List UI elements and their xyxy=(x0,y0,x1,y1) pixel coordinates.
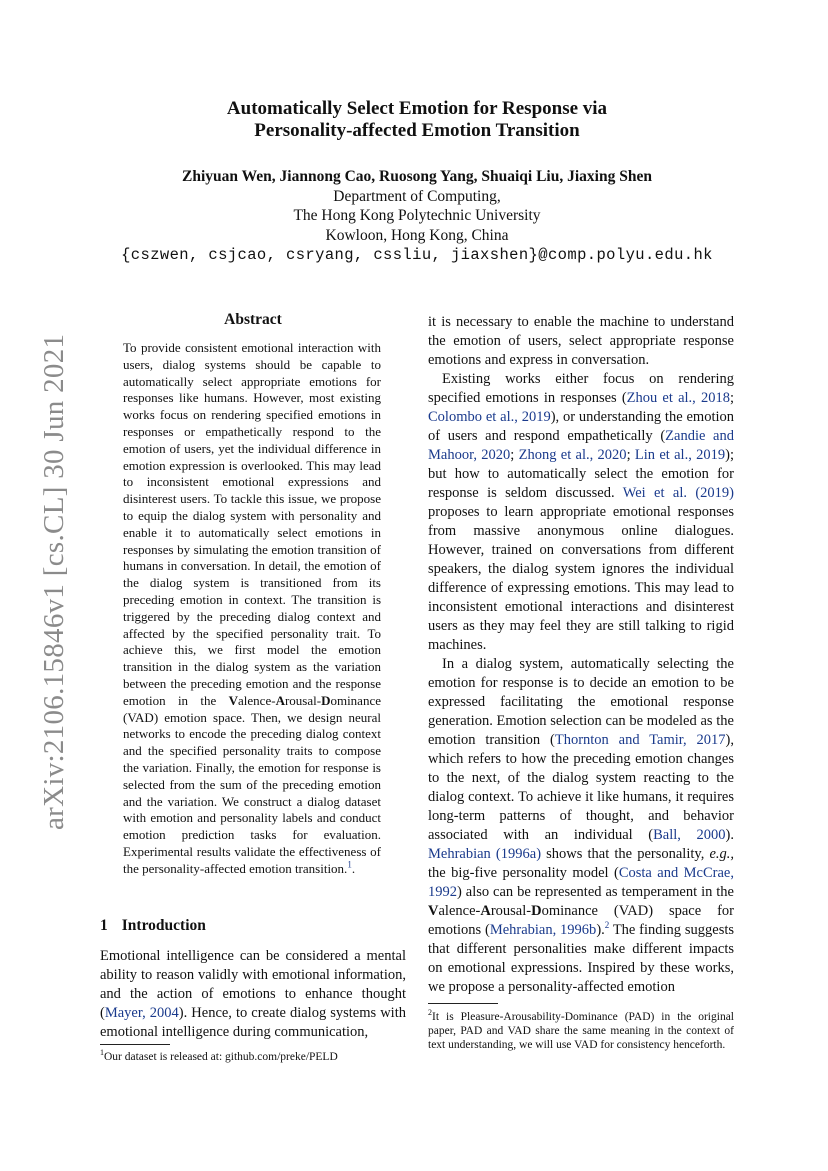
footnote-rule xyxy=(100,1044,170,1045)
citation-zandie[interactable]: Zandie and Mahoor, 2020 xyxy=(428,428,734,463)
text: In a dialog system, automatically selecting the emotion for response is to decide an emotion to be expressed facilitating the emotional response generation. Emotion selection can be modeled as the emotion transition ( xyxy=(428,656,734,748)
footnote-2-text: It is Pleasure-Arousability-Dominance (PAD) in the original paper, PAD and VAD share the same meaning in the context of text understanding, we will use VAD for consistency henceforth. xyxy=(428,1011,734,1051)
vad-d: D xyxy=(531,903,542,919)
intro-text-2: ). Hence, to create dialog systems with emotional intelligence during communication, xyxy=(100,1005,406,1040)
text: ; xyxy=(626,447,635,463)
citation-mehrabian-b[interactable]: Mehrabian, 1996b xyxy=(489,922,597,938)
right-paragraph-1: it is necessary to enable the machine to understand the emotion of users, select appropriate response emotions and express in conversation. xyxy=(428,314,734,368)
vad-ominance: ominance xyxy=(541,903,598,919)
footnote-2-mark[interactable]: 2 xyxy=(604,920,610,931)
vad-a: A xyxy=(480,903,491,919)
abstract-text-1: To provide consistent emotional interaction with users, dialog systems should be capable to automatically select appropriate emotions for responses like humans. However, most existing works focus on rendering specified emotions in responses or empathetically respond to the emotion of users, yet the individual difference in emotion expression is overlooked. This may lead to inconsistent emotional expressions and disinterest users. To tackle this issue, we propose to equip the dialog system with personality and enable it to automatically select emotions in responses by simulating the emotion transition of humans in conversation. In detail, the emotion of the dialog system is transitioned from its preceding emotion in context. The transition is triggered by the preceding dialog context and affected by the specified personality trait. To achieve this, we first model the emotion transition in the dialog system as the variation between the preceding emotion and the response emotion in the xyxy=(123,340,381,708)
vad-rousal: rousal- xyxy=(284,692,322,708)
affiliation-location: Kowloon, Hong Kong, China xyxy=(325,227,509,244)
paper-title xyxy=(120,98,714,142)
citation-mayer[interactable]: Mayer, 2004 xyxy=(104,1005,179,1021)
section-heading-introduction xyxy=(100,917,220,935)
vad-v: V xyxy=(228,692,239,708)
footnote-rule xyxy=(428,1003,498,1004)
footnote-2 xyxy=(428,1010,734,1052)
text: (VAD) space for emotions ( xyxy=(428,903,734,938)
vad-a: A xyxy=(275,692,285,708)
intro-paragraph xyxy=(100,947,406,1042)
abstract-text-2: (VAD) emotion space. Then, we design neural networks to encode the preceding dialog context and the specified personality traits to compose the variation. Finally, the emotion for response is selected from the sum of the preceding emotion and the variation. We construct a dialog dataset with emotion and personality labels and conduct emotion prediction tasks for evaluation. Experimental results validate the effectiveness of the personality-affected emotion transition. xyxy=(123,709,381,876)
footnote-2-number: 2 xyxy=(428,1008,432,1018)
footnote-1 xyxy=(100,1050,406,1064)
vad-alence: alence- xyxy=(238,692,276,708)
citation-wei[interactable]: Wei et al. (2019) xyxy=(622,485,734,501)
vad-d: D xyxy=(321,692,331,708)
text: proposes to learn appropriate emotional responses from massive anonymous online dialogues. However, trained on conversations from different speakers, the dialog system ignores the individual difference of expressing emotions. This may lead to inconsistent emotional interactions and disinterest users as they may feel they are still talking to rigid machines. xyxy=(428,504,734,653)
eg: e.g., xyxy=(709,846,735,862)
text: shows that the personality, xyxy=(541,846,710,862)
text: The finding suggests that different personalities make different impacts on emotional expressions. Inspired by these works, we propose a personality-affected emotion xyxy=(428,922,735,995)
text: the big-five personality model ( xyxy=(428,865,619,881)
affiliation-university: The Hong Kong Polytechnic University xyxy=(293,207,541,224)
text: ; xyxy=(510,447,519,463)
citation-zhong[interactable]: Zhong et al., 2020 xyxy=(518,447,627,463)
section-number: 1 xyxy=(100,917,108,934)
arxiv-identifier: arXiv:2106.15846v1 [cs.CL] 30 Jun 2021 xyxy=(38,333,70,830)
vad-alence: alence- xyxy=(438,903,481,919)
text: ), which refers to how the preceding emotion changes to the next, of the dialog system reacting to the dialog context. To achieve it like humans, it requires long-term patterns of thought, and behavior associated with an individual ( xyxy=(428,732,734,843)
affiliation-department: Department of Computing, xyxy=(333,188,501,205)
abstract-body xyxy=(123,340,381,878)
title-line-1: Automatically Select Emotion for Response via xyxy=(226,98,608,119)
citation-costa[interactable]: Costa and McCrae, 1992 xyxy=(428,865,734,900)
abstract-heading: Abstract xyxy=(224,311,282,328)
abstract-end: . xyxy=(351,860,356,876)
citation-lin[interactable]: Lin et al., 2019 xyxy=(634,447,726,463)
footnote-1-text: Our dataset is released at: github.com/preke/PELD xyxy=(104,1051,338,1063)
vad-rousal: rousal- xyxy=(490,903,532,919)
text: ), or understanding the emotion of users and respond empathetically ( xyxy=(428,409,734,444)
intro-text-1: Emotional intelligence can be considered a mental ability to reason validly with emotional information, and the action of emotions to enhance thought ( xyxy=(100,948,406,1021)
footnote-1-number: 1 xyxy=(100,1048,104,1058)
citation-thornton[interactable]: Thornton and Tamir, 2017 xyxy=(554,732,726,748)
footnote-1-mark[interactable]: 1 xyxy=(347,859,352,870)
author-list: Zhiyuan Wen, Jiannong Cao, Ruosong Yang, Shuaiqi Liu, Jiaxing Shen xyxy=(182,168,652,185)
right-paragraph-2 xyxy=(428,370,734,655)
vad-ominance: ominance xyxy=(330,692,381,708)
vad-v: V xyxy=(428,903,439,919)
text: ) also can be represented as temperament in the xyxy=(457,884,734,900)
title-line-2: Personality-affected Emotion Transition xyxy=(254,120,580,141)
section-title: Introduction xyxy=(121,917,206,934)
citation-colombo[interactable]: Colombo et al., 2019 xyxy=(428,409,551,425)
text: Existing works either focus on rendering specified emotions in responses ( xyxy=(428,371,734,406)
right-paragraph-3 xyxy=(428,655,734,997)
author-emails: {cszwen, csjcao, csryang, cssliu, jiaxshen}@comp.polyu.edu.hk xyxy=(121,246,713,264)
right-column xyxy=(428,313,734,997)
text: ; xyxy=(729,390,734,406)
citation-ball[interactable]: Ball, 2000 xyxy=(653,827,726,843)
text: ); but how to automatically select the emotion for response is seldom discussed. xyxy=(428,447,734,501)
citation-mehrabian-a[interactable]: Mehrabian (1996a) xyxy=(428,846,542,862)
citation-zhou[interactable]: Zhou et al., 2018 xyxy=(626,390,730,406)
text: ). xyxy=(725,827,734,843)
text: ). xyxy=(596,922,605,938)
